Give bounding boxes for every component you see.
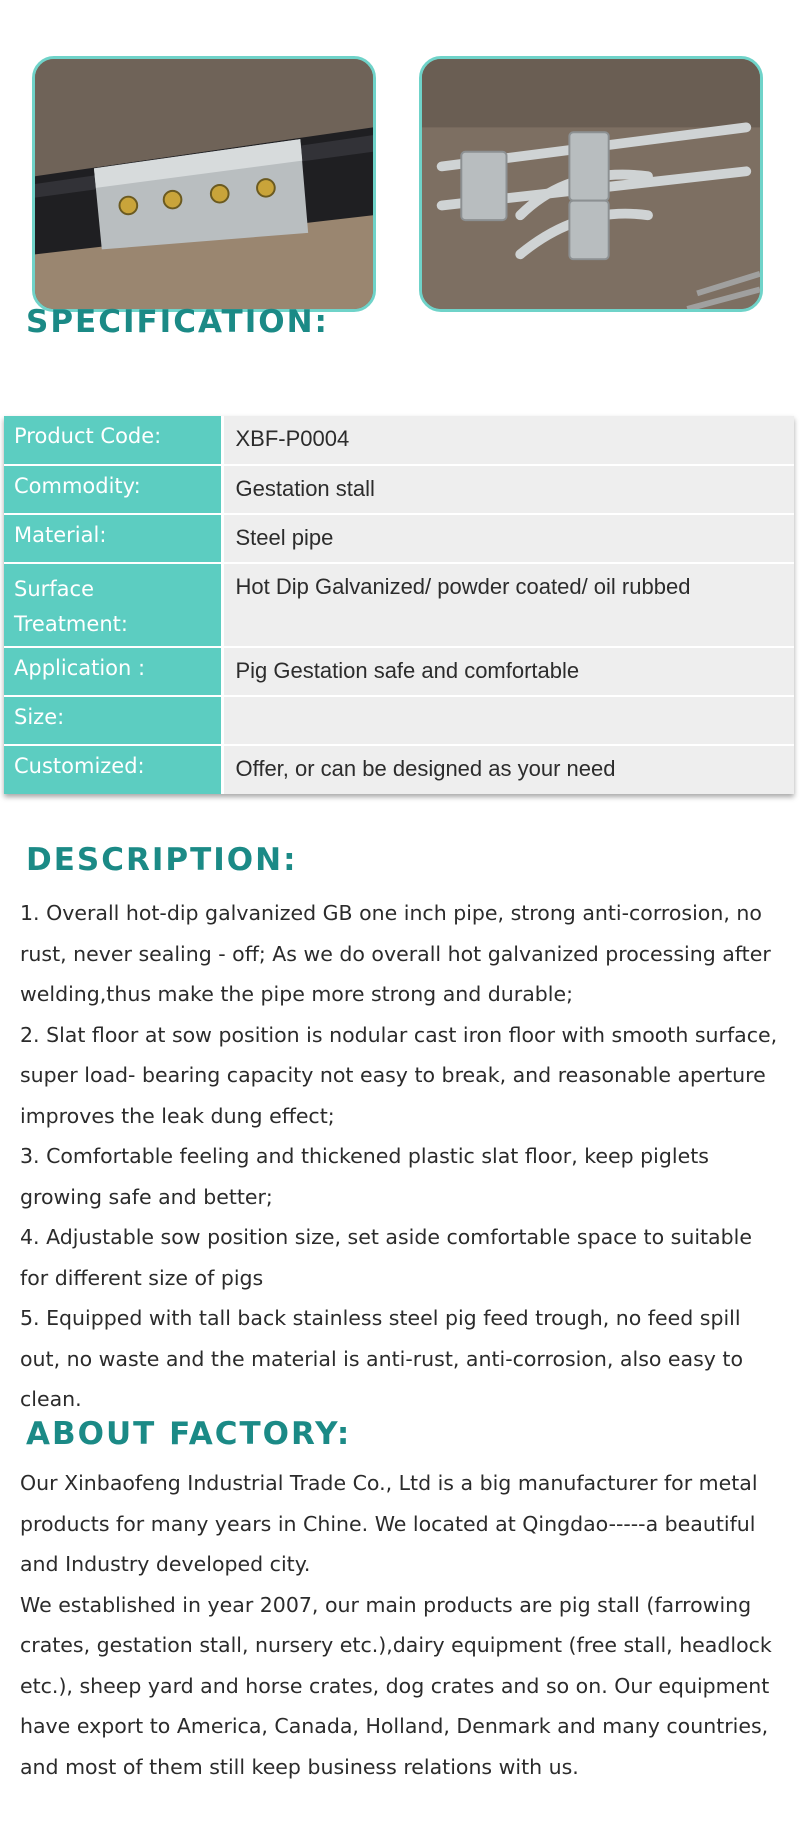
spec-key: Material: bbox=[4, 514, 222, 563]
table-row bbox=[4, 563, 794, 647]
about-factory-text bbox=[20, 1463, 785, 1787]
spec-key: Application : bbox=[4, 647, 222, 696]
specification-heading: SPECIFICATION: bbox=[26, 304, 329, 340]
spec-value: Hot Dip Galvanized/ powder coated/ oil rubbed bbox=[222, 563, 794, 647]
spec-value: Gestation stall bbox=[222, 465, 794, 514]
about-paragraph: We established in year 2007, our main products are pig stall (farrowing crates, gestation stall, nursery etc.),dairy equipment (free stall, headlock etc.), sheep yard and horse crates, dog crates and so on. Our equipment have export to America, Canada, Holland, Denmark and many countries, and most of them still keep business relations with us. bbox=[20, 1592, 772, 1779]
about-factory-heading: ABOUT FACTORY: bbox=[26, 1416, 352, 1452]
spec-key: Surface Treatment: bbox=[4, 563, 222, 647]
stall-frame-photo bbox=[419, 56, 763, 312]
table-row bbox=[4, 696, 794, 745]
description-item: 1. Overall hot-dip galvanized GB one inch pipe, strong anti-corrosion, no rust, never sealing - off; As we do overall hot galvanized processing after welding,thus make the pipe more strong and durable; bbox=[20, 901, 771, 1006]
spec-value bbox=[222, 696, 794, 745]
spec-key: Product Code: bbox=[4, 416, 222, 465]
table-row bbox=[4, 514, 794, 563]
specification-table bbox=[4, 416, 794, 794]
spec-value: Offer, or can be designed as your need bbox=[222, 745, 794, 794]
table-row bbox=[4, 465, 794, 514]
spec-key: Customized: bbox=[4, 745, 222, 794]
spec-key: Commodity: bbox=[4, 465, 222, 514]
table-row bbox=[4, 416, 794, 465]
about-paragraph: Our Xinbaofeng Industrial Trade Co., Ltd is a big manufacturer for metal products for many years in Chine. We located at Qingdao-----a beautiful and Industry developed city. bbox=[20, 1471, 758, 1576]
spec-value: Pig Gestation safe and comfortable bbox=[222, 647, 794, 696]
pipe-coupling-photo bbox=[32, 56, 376, 312]
description-item: 5. Equipped with tall back stainless steel pig feed trough, no feed spill out, no waste and the material is anti-rust, anti-corrosion, also easy to clean. bbox=[20, 1306, 744, 1411]
table-row bbox=[4, 647, 794, 696]
description-item: 3. Comfortable feeling and thickened plastic slat floor, keep piglets growing safe and better; bbox=[20, 1144, 709, 1209]
spec-value: XBF-P0004 bbox=[222, 416, 794, 465]
table-row bbox=[4, 745, 794, 794]
description-item: 4. Adjustable sow position size, set aside comfortable space to suitable for different size of pigs bbox=[20, 1225, 752, 1290]
description-list bbox=[20, 893, 785, 1420]
description-heading: DESCRIPTION: bbox=[26, 842, 298, 878]
spec-value: Steel pipe bbox=[222, 514, 794, 563]
description-item: 2. Slat floor at sow position is nodular cast iron floor with smooth surface, super load- bearing capacity not easy to break, and reasonable aperture improves the leak dung effect; bbox=[20, 1022, 778, 1128]
spec-key: Size: bbox=[4, 696, 222, 745]
